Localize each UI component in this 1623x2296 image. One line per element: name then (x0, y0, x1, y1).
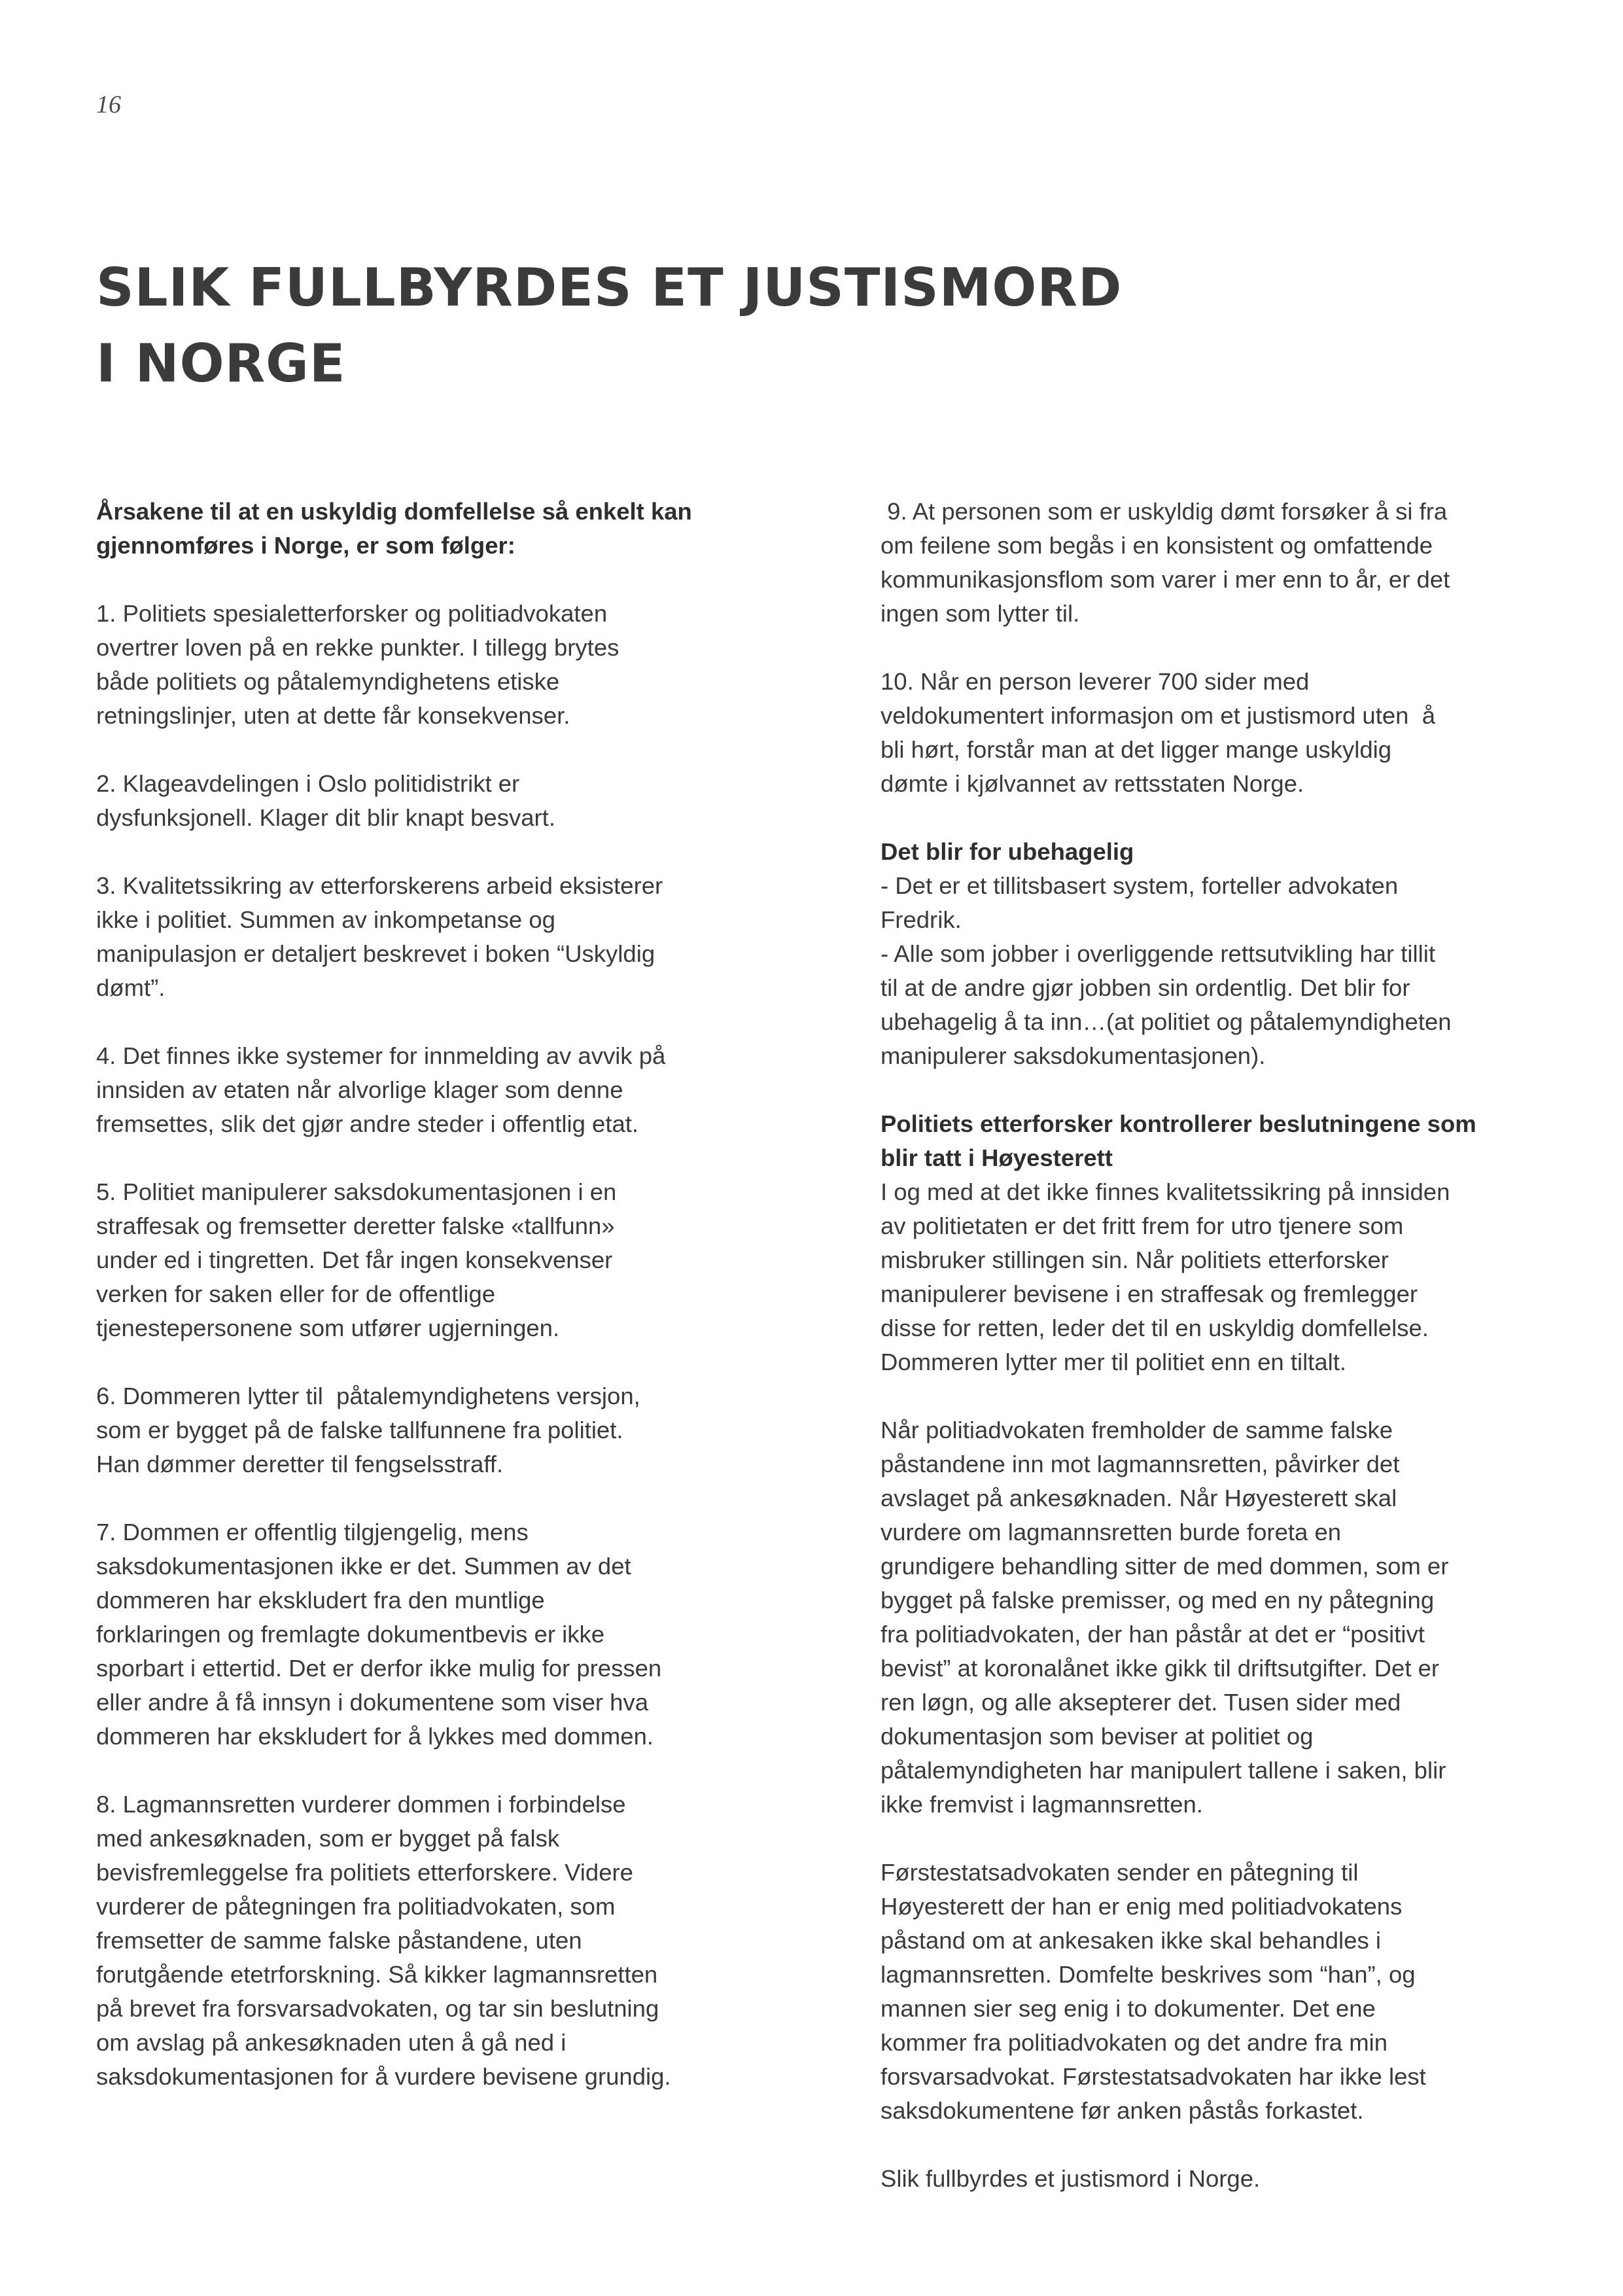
text-line: dommeren har ekskludert for å lykkes med dommen. (96, 1723, 654, 1750)
list-item-2 (96, 767, 757, 835)
text-line: avslaget på ankesøknaden. Når Høyesterett skal (881, 1485, 1397, 1511)
text-line: dømt”. (96, 974, 166, 1001)
text-line: 9. At personen som er uskyldig dømt forsøker å si fra (881, 498, 1448, 525)
text-line: Fredrik. (881, 906, 962, 933)
text-line: 8. Lagmannsretten vurderer dommen i forbindelse (96, 1791, 626, 1818)
closing-line (881, 2162, 1535, 2196)
text-line: Når politiadvokaten fremholder de samme falske (881, 1417, 1393, 1443)
text-line: vurderer de påtegningen fra politiadvokaten, som (96, 1893, 616, 1920)
text-line: ubehagelig å ta inn…(at politiet og påtalemyndigheten (881, 1008, 1452, 1035)
text-line: vurdere om lagmannsretten burde foreta en (881, 1519, 1342, 1545)
text-line: bli hørt, forstår man at det ligger mange uskyldig (881, 736, 1392, 763)
right-column (881, 495, 1535, 2196)
text-line: gjennomføres i Norge, er som følger: (96, 532, 515, 559)
intro-heading (96, 495, 757, 563)
text-line: Førstestatsadvokaten sender en påtegning til (881, 1859, 1359, 1886)
section-heading: Politiets etterforsker kontrollerer beslutningene som (881, 1110, 1476, 1137)
text-line: straffesak og fremsetter deretter falske «tallfunn» (96, 1212, 615, 1239)
text-line: påstand om at ankesaken ikke skal behandles i (881, 1927, 1381, 1954)
text-line: overtrer loven på en rekke punkter. I tillegg brytes (96, 634, 620, 661)
text-line: eller andre å få innsyn i dokumentene som viser hva (96, 1689, 649, 1716)
text-line: saksdokumentasjonen for å vurdere bevisene grundig. (96, 2063, 671, 2090)
text-line: på brevet fra forsvarsadvokaten, og tar sin beslutning (96, 1995, 659, 2022)
text-line: som er bygget på de falske tallfunnene fra politiet. (96, 1417, 623, 1443)
text-line: forutgående etetrforskning. Så kikker lagmannsretten (96, 1961, 658, 1988)
text-line: 5. Politiet manipulerer saksdokumentasjonen i en (96, 1178, 617, 1205)
text-line: Dommeren lytter mer til politiet enn en tiltalt. (881, 1349, 1347, 1375)
text-line: misbruker stillingen sin. Når politiets etterforsker (881, 1246, 1389, 1273)
text-line: manipulasjon er detaljert beskrevet i boken “Uskyldig (96, 940, 655, 967)
text-line: fremsetter de samme falske påstandene, uten (96, 1927, 582, 1954)
text-line: saksdokumentene før anken påstås forkastet. (881, 2097, 1364, 2124)
text-line: 7. Dommen er offentlig tilgjengelig, mens (96, 1519, 529, 1545)
text-line: påtalemyndigheten har manipulert tallene i saken, blir (881, 1757, 1446, 1784)
list-item-6 (96, 1379, 757, 1481)
list-item-5 (96, 1175, 757, 1345)
text-line: grundigere behandling sitter de med dommen, som er (881, 1553, 1449, 1580)
section-heading: blir tatt i Høyesterett (881, 1144, 1113, 1171)
text-line: om feilene som begås i en konsistent og omfattende (881, 532, 1433, 559)
page-title (96, 250, 1405, 402)
text-line: Han dømmer deretter til fengselsstraff. (96, 1451, 504, 1477)
text-line: til at de andre gjør jobben sin ordentlig. Det blir for (881, 974, 1410, 1001)
page-number: 16 (96, 91, 121, 118)
text-line: 4. Det finnes ikke systemer for innmelding av avvik på (96, 1042, 666, 1069)
text-line: ikke i politiet. Summen av inkompetanse og (96, 906, 555, 933)
text-line: dømte i kjølvannet av rettsstaten Norge. (881, 770, 1304, 797)
text-line: både politiets og påtalemyndighetens etiske (96, 668, 560, 695)
text-line: fra politiadvokaten, der han påstår at det er “positivt (881, 1621, 1425, 1648)
paragraph-forstestatsadvokaten (881, 1856, 1535, 2128)
list-item-4 (96, 1039, 757, 1141)
text-line: Høyesterett der han er enig med politiadvokatens (881, 1893, 1403, 1920)
text-line: saksdokumentasjonen ikke er det. Summen av det (96, 1553, 631, 1580)
text-line: bevisfremleggelse fra politiets etterforskere. Videre (96, 1859, 633, 1886)
text-line: dommeren har ekskludert fra den muntlige (96, 1587, 545, 1614)
text-line: under ed i tingretten. Det får ingen konsekvenser (96, 1246, 613, 1273)
text-line: Slik fullbyrdes et justismord i Norge. (881, 2165, 1261, 2192)
text-line: mannen sier seg enig i to dokumenter. Det ene (881, 1995, 1376, 2022)
text-line: manipulerer saksdokumentasjonen). (881, 1042, 1266, 1069)
paragraph-politiadvokaten (881, 1413, 1535, 1822)
text-line: ren løgn, og alle aksepterer det. Tusen sider med (881, 1689, 1401, 1716)
text-line: 2. Klageavdelingen i Oslo politidistrikt er (96, 770, 520, 797)
text-line: om avslag på ankesøknaden uten å gå ned i (96, 2029, 567, 2056)
section-etterforsker (881, 1107, 1535, 1379)
text-line: kommunikasjonsflom som varer i mer enn to år, er det (881, 566, 1450, 593)
text-line: 3. Kvalitetssikring av etterforskerens arbeid eksisterer (96, 872, 663, 899)
text-line: fremsettes, slik det gjør andre steder i offentlig etat. (96, 1110, 639, 1137)
text-line: verken for saken eller for de offentlige (96, 1280, 496, 1307)
text-line: kommer fra politiadvokaten og det andre fra min (881, 2029, 1388, 2056)
text-line: sporbart i ettertid. Det er derfor ikke mulig for pressen (96, 1655, 662, 1682)
text-line: disse for retten, leder det til en uskyldig domfellelse. (881, 1315, 1429, 1341)
text-line: dysfunksjonell. Klager dit blir knapt besvart. (96, 804, 555, 831)
text-line: retningslinjer, uten at dette får konsekvenser. (96, 702, 570, 729)
list-item-3 (96, 869, 757, 1005)
text-line: veldokumentert informasjon om et justismord uten å (881, 702, 1436, 729)
text-line: tjenestepersonene som utfører ugjerningen. (96, 1315, 560, 1341)
text-line: - Alle som jobber i overliggende rettsutvikling har tillit (881, 940, 1436, 967)
section-ubehagelig (881, 835, 1535, 1073)
text-line: - Det er et tillitsbasert system, forteller advokaten (881, 872, 1399, 899)
left-column (96, 495, 757, 2094)
text-line: ikke fremvist i lagmannsretten. (881, 1791, 1203, 1818)
title-line: SLIK FULLBYRDES ET JUSTISMORD (96, 257, 1123, 318)
text-line: bygget på falske premisser, og med en ny påtegning (881, 1587, 1435, 1614)
list-item-7 (96, 1515, 757, 1754)
text-line: bevist” at koronalånet ikke gikk til driftsutgifter. Det er (881, 1655, 1440, 1682)
text-line: lagmannsretten. Domfelte beskrives som “han”, og (881, 1961, 1416, 1988)
list-item-10 (881, 665, 1535, 801)
text-line: manipulerer bevisene i en straffesak og fremlegger (881, 1280, 1418, 1307)
list-item-8 (96, 1788, 757, 2094)
text-line: av politietaten er det fritt frem for utro tjenere som (881, 1212, 1404, 1239)
text-line: Årsakene til at en uskyldig domfellelse så enkelt kan (96, 498, 692, 525)
list-item-1 (96, 597, 757, 733)
title-line: I NORGE (96, 333, 346, 394)
text-line: 1. Politiets spesialetterforsker og politiadvokaten (96, 600, 608, 627)
text-line: 6. Dommeren lytter til påtalemyndighetens versjon, (96, 1383, 640, 1409)
text-line: ingen som lytter til. (881, 600, 1080, 627)
text-line: med ankesøknaden, som er bygget på falsk (96, 1825, 560, 1852)
list-item-9 (881, 495, 1535, 631)
text-line: forsvarsadvokat. Førstestatsadvokaten har ikke lest (881, 2063, 1426, 2090)
text-line: innsiden av etaten når alvorlige klager som denne (96, 1076, 623, 1103)
text-line: forklaringen og fremlagte dokumentbevis er ikke (96, 1621, 605, 1648)
text-line: I og med at det ikke finnes kvalitetssikring på innsiden (881, 1178, 1450, 1205)
section-heading: Det blir for ubehagelig (881, 838, 1134, 865)
text-line: 10. Når en person leverer 700 sider med (881, 668, 1310, 695)
text-line: påstandene inn mot lagmannsretten, påvirker det (881, 1451, 1400, 1477)
text-line: dokumentasjon som beviser at politiet og (881, 1723, 1314, 1750)
